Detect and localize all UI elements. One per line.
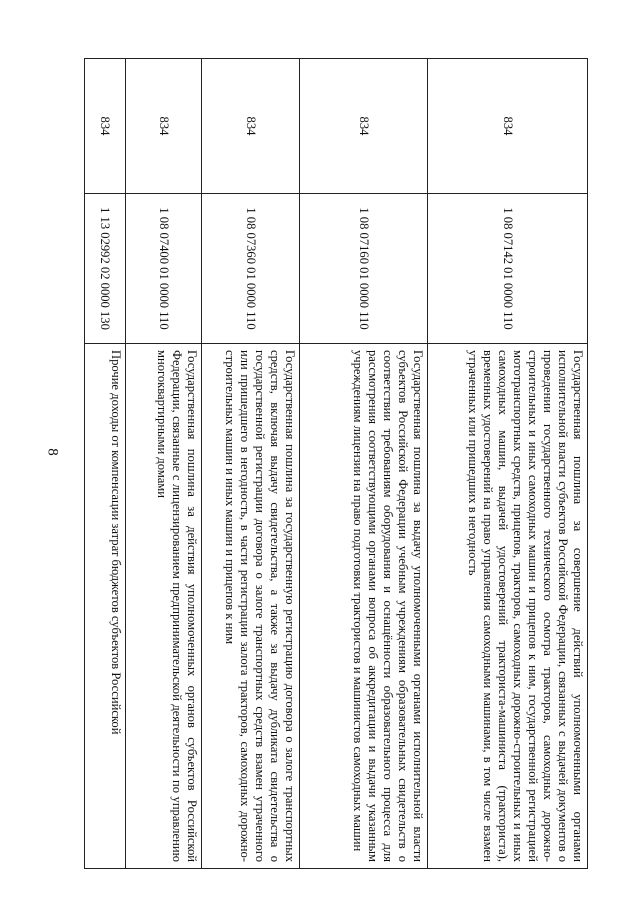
kbk-code-cell: 1 08 07160 01 0000 110 [300,194,428,344]
description-cell: Государственная пошлина за государственную регистрацию договора о залоге транспортных средств, включая выдачу свидетельства, а также за выдачу дубликата свидетельства о государственной регистрации договора о залоге транспортных средств взамен утраченного или пришедшего в негодность, в части регистрации залога тракторов, самоходных дорожно-строительных машин и иных машин и прицепов к ним [202,344,300,869]
admin-code-cell: 834 [126,59,202,194]
kbk-code-cell: 1 08 07142 01 0000 110 [428,194,588,344]
page-number: 8 [44,448,61,456]
kbk-code-cell: 1 08 07400 01 0000 110 [126,194,202,344]
description-cell: Государственная пошлина за выдачу уполномоченными органами исполнительной власти субъектов Российской Федерации учебным учреждениям образовательных свидетельств о соответствии требованиям оборудования и оснащённости образовательного процесса для рассмотрения соответствующими органами вопроса об аккредитации и выдачи указанным учреждениям лицензии на право подготовки трактористов и машинистов самоходных машин [300,344,428,869]
admin-code-cell: 834 [85,59,126,194]
description-cell: Государственная пошлина за действия уполномоченных органов субъектов Российской Федерации, связанные с лицензированием предпринимательской деятельности по управлению многоквартирными домами [126,344,202,869]
kbk-code-cell: 1 08 07360 01 0000 110 [202,194,300,344]
table-row [428,59,588,869]
admin-code-cell: 834 [428,59,588,194]
admin-code-cell: 834 [300,59,428,194]
description-cell: Прочие доходы от компенсации затрат бюджетов субъектов Российской [85,344,126,869]
table-row [202,59,300,869]
description-cell: Государственная пошлина за совершение действий уполномоченными органами исполнительной власти субъектов Российской Федерации, связанных с выдачей документов о проведении государственного технического осмотра тракторов, самоходных дорожно-строительных и иных самоходных машин и прицепов к ним, государственной регистрацией мототранспортных средств, прицепов, тракторов, самоходных дорожно-строительных и иных самоходных машин, выдачей удостоверений тракториста-машиниста (тракториста), временных удостоверений на право управления самоходными машинами, в том числе взамен утраченных или пришедших в негодность [428,344,588,869]
table-frame [85,58,588,868]
budget-code-table [84,58,588,869]
table-row [126,59,202,869]
kbk-code-cell: 1 13 02992 02 0000 130 [85,194,126,344]
table-row [300,59,428,869]
admin-code-cell: 834 [202,59,300,194]
table-row [85,59,126,869]
